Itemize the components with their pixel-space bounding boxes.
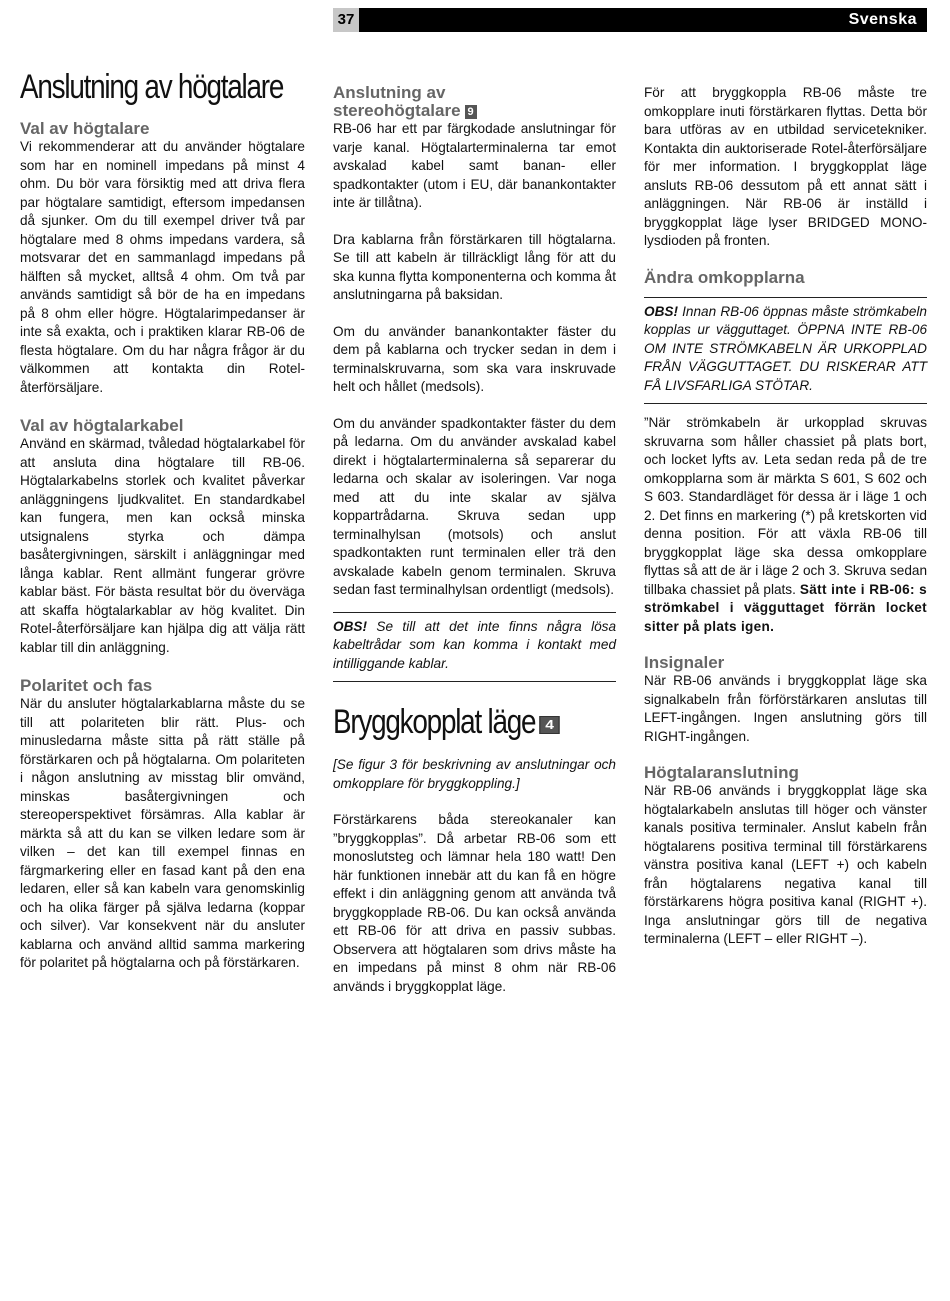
- speaker-choice-text: Vi rekommenderar att du använder högtalare som har en nominell impedans på minst 4 ohm. Du bör vara försiktig med att driva flera par högtalare samtidigt, eftersom impedansen då sjunker. Om du till exempel driver två par högtalare med 8 ohms impedans vardera, så motsvarar det en sammanlagd impedans på hälften så mycket, alltså 4 ohm. Om två par används samtidigt så bör de ha en impedans på 8 ohm eller högre. Högtalarimpedanser är inte så exakta, och i praktiken klarar RB-06 de flesta högtalare. Om du har några frågor är du välkommen att kontakta din Rotel-återförsäljare.: [20, 139, 305, 395]
- page-header-bar: [333, 8, 927, 32]
- bridged-p1: Förstärkarens båda stereokanaler kan ”bryggkopplas”. Då arbetar RB-06 som ett monoslutsteg och lämnar hela 180 watt! Den här funktionen innebär att du kan få en högre effekt i din anläggning genom att använda två bryggkopplade RB-06. Du kan också använda ett RB-06 för att driva en passiv subbas. Observera att högtalaren som drivs måste ha en impedans på minst 8 ohm när RB-06 används i bryggkopplat läge.: [333, 812, 616, 994]
- page-title: Anslutning av högtalare: [20, 68, 284, 106]
- bridged-p2: För att bryggkoppla RB-06 måste tre omkopplare inuti förstärkaren flyttas. Detta bör bara utföras av en utbildad servicetekniker. Kontakta din auktoriserade Rotel-återförsäljare för mer information. I bryggkopplat läge ansluts RB-06 dessutom på ett annat sätt i anläggningen. När RB-06 är inställd i bryggkopplat läge lyser BRIDGED MONO-lysdioden på fronten.: [644, 85, 927, 248]
- heading-polarity: Polaritet och fas: [20, 676, 153, 695]
- heading-speaker-connection: Högtalaranslutning: [644, 763, 799, 782]
- obs-label: OBS!: [333, 618, 367, 634]
- switches-text: [644, 414, 927, 636]
- bridged-figure-reference: [Se figur 3 för beskrivning av anslutningar och omkopplare för bryggkoppling.]: [333, 757, 616, 791]
- obs-note-cables: [333, 612, 616, 683]
- heading-stereo-speakers: [333, 84, 616, 120]
- polarity-text: När du ansluter högtalarkablarna måste du se till att polariteten blir rätt. Plus- och minusledarna måste sitta på rätt ställe på förstärkaren och på högtalarna. Om polariteten i någon anslutning av misstag blir omvänd, minskas basåtergivningen och stereoperspektivet försämras. Alla kablar är märkta så att du kan se vilken ledare som är vilken – det kan till exempel finnas en färgmarkering eller en fasad kant på den ena ledaren, eller så kan kabeln vara genomskinlig och ha olika färger på själva ledarna (koppar och silver). Var konsekvent när du ansluter kablarna och använd alltid samma markering för polaritet på högtalarna och på förstärkaren.: [20, 696, 305, 970]
- heading-line1: Anslutning av: [333, 83, 446, 102]
- language-label: Svenska: [848, 11, 917, 28]
- obs-text: Se till att det inte finns några lösa kabeltrådar som kan komma i kontakt med intilliggande kablar.: [333, 618, 617, 671]
- section-title-bridged: Bryggkopplat läge: [333, 703, 536, 741]
- inputs-text: När RB-06 används i bryggkopplat läge ska signalkabeln från förförstärkaren anslutas till LEFT-ingången. Ingen anslutning görs till RIGHT-ingången.: [644, 673, 927, 744]
- switches-warning: Sätt inte i RB-06: s strömkabel i vägguttaget förrän locket sitter på plats igen.: [644, 581, 927, 634]
- obs-note-power: [644, 297, 927, 405]
- heading-change-switches: Ändra omkopplarna: [644, 267, 805, 287]
- heading-inputs: Insignaler: [644, 653, 725, 672]
- heading-cable-choice: Val av högtalarkabel: [20, 416, 184, 435]
- page-number: 37: [333, 8, 359, 32]
- stereo-p2: Dra kablarna från förstärkaren till högtalarna. Se till att kabeln är tillräckligt lång för att du ska kunna flytta komponenterna och komma åt anslutningarna på baksidan.: [333, 231, 616, 302]
- stereo-p4: Om du använder spadkontakter fäster du dem på ledarna. Om du använder avskalad kabel direkt i högtalarterminalerna så separerar du ledarna och skalar av isoleringen. Var noga med att du inte skalar av själva koppartrådarna. Skruva sedan upp terminalhylsan (motsols) och anslut spadkontakten runt terminalen eller trä den avskalade kabeln genom terminalen. Skruva sedan fast terminalhylsan ordentligt (medsols).: [333, 415, 616, 597]
- cable-choice-text: Använd en skärmad, tvåledad högtalarkabel för att ansluta dina högtalare till RB-06. Högtalarkabelns storlek och kvalitet påverkar anläggningens ljudkvalitet. En standardkabel kan fungera, men kan också minska utsignalens styrka och dämpa basåtergivningen, särskilt i anläggningar med långa kablar. Rent allmänt fungerar grövre kablar bäst. För bästa resultat bör du överväga att skaffa högtalarkablar av hög kvalitet. Din Rotel-återförsäljare kan hjälpa dig att välja rätt kablar till din anläggning.: [20, 436, 305, 655]
- heading-line2: stereohögtalare: [333, 101, 461, 120]
- switches-text-main: ”När strömkabeln är urkopplad skruvas skruvarna som håller chassiet på plats bort, och locket lyfts av. Leta sedan reda på de tre omkopplarna som är märkta S 601, S 602 och S 603. Standardläget för dessa är i läge 1 och 2. Det finns en markering (*) på kretskorten vid denna position. För att växla RB-06 till bryggkopplat läge ska dessa omkopplare flyttas så att de är i läge 2 och 3. Skruva sedan tillbaka chassiet på plats.: [644, 415, 927, 597]
- figure-ref-badge: 9: [465, 105, 477, 119]
- speaker-connection-text: När RB-06 används i bryggkopplat läge ska högtalarkabeln anslutas till höger och vänster kanals positiva terminaler. Anslut kabeln från högtalarens positiva terminal till förstärkarens vänstra positiva kanal (LEFT +) och kabeln från högtalarens negativa kanal till förstärkarens högra positiva kanal (RIGHT +). Inga anslutningar görs till de negativa terminalerna (LEFT – eller RIGHT –).: [644, 783, 927, 946]
- heading-speaker-choice: Val av högtalare: [20, 119, 150, 138]
- stereo-p1: RB-06 har ett par färgkodade anslutningar för varje kanal. Högtalarterminalerna tar emot avskalad kabel samt banan- eller spadkontakter (utom i EU, där banankontakter inte är tillåtna).: [333, 121, 616, 210]
- figure-ref-badge-bridged: 4: [539, 716, 560, 734]
- obs-text-2: Innan RB-06 öppnas måste strömkabeln kopplas ur vägguttaget. ÖPPNA INTE RB-06 OM INTE STRÖMKABELN ÄR URKOPPLAD FRÅN VÄGGUTTAGET. DU RISKERAR ATT FÅ LIVSFARLIGA STÖTAR.: [644, 303, 927, 393]
- obs-label-2: OBS!: [644, 303, 678, 319]
- stereo-p3: Om du använder banankontakter fäster du dem på kablarna och trycker sedan in dem i terminalskruvarna, som ska vara inskruvade helt och hållet (medsols).: [333, 323, 616, 394]
